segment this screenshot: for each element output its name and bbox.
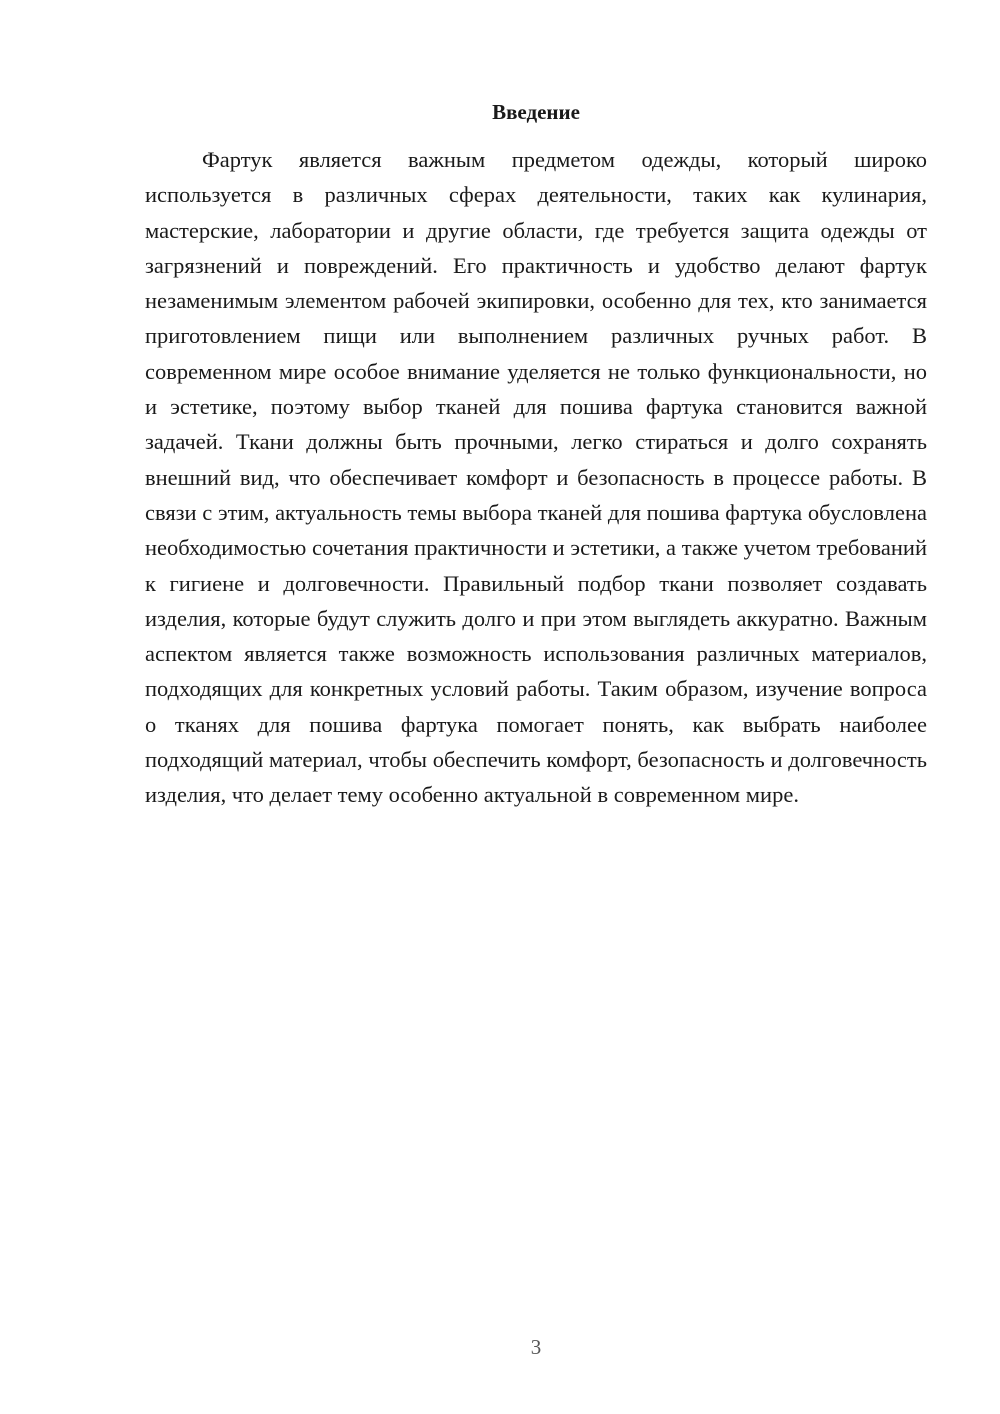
page-number: 3 — [530, 1335, 542, 1359]
body-paragraph: Фартук является важным предметом одежды, который широко используется в различных сферах деятельности, таких как кулинария, мастерские, лаборатории и другие области, где требуется защита одежды от загрязнений и повреждений. Его практичность и удобство делают фартук незаменимым элементом рабочей экипировки, особенно для тех, кто занимается приготовлением пищи или выполнением различных ручных работ. В современном мире особое внимание уделяется не только функциональности, но и эстетике, поэтому выбор тканей для пошива фартука становится важной задачей. Ткани должны быть прочными, легко стираться и долго сохранять внешний вид, что обеспечивает комфорт и безопасность в процессе работы. В связи с этим, актуальность темы выбора тканей для пошива фартука обусловлена необходимостью сочетания практичности и эстетики, а также учетом требований к гигиене и долговечности. Правильный подбор ткани позволяет создавать изделия, которые будут служить долго и при этом выглядеть аккуратно. Важным аспектом является также возможность использования различных материалов, подходящих для конкретных условий работы. Таким образом, изучение вопроса о тканях для пошива фартука помогает понять, как выбрать наиболее подходящий материал, чтобы обеспечить комфорт, безопасность и долговечность изделия, что делает тему особенно актуальной в современном мире. — [145, 147, 927, 808]
section-heading: Введение — [492, 100, 580, 124]
